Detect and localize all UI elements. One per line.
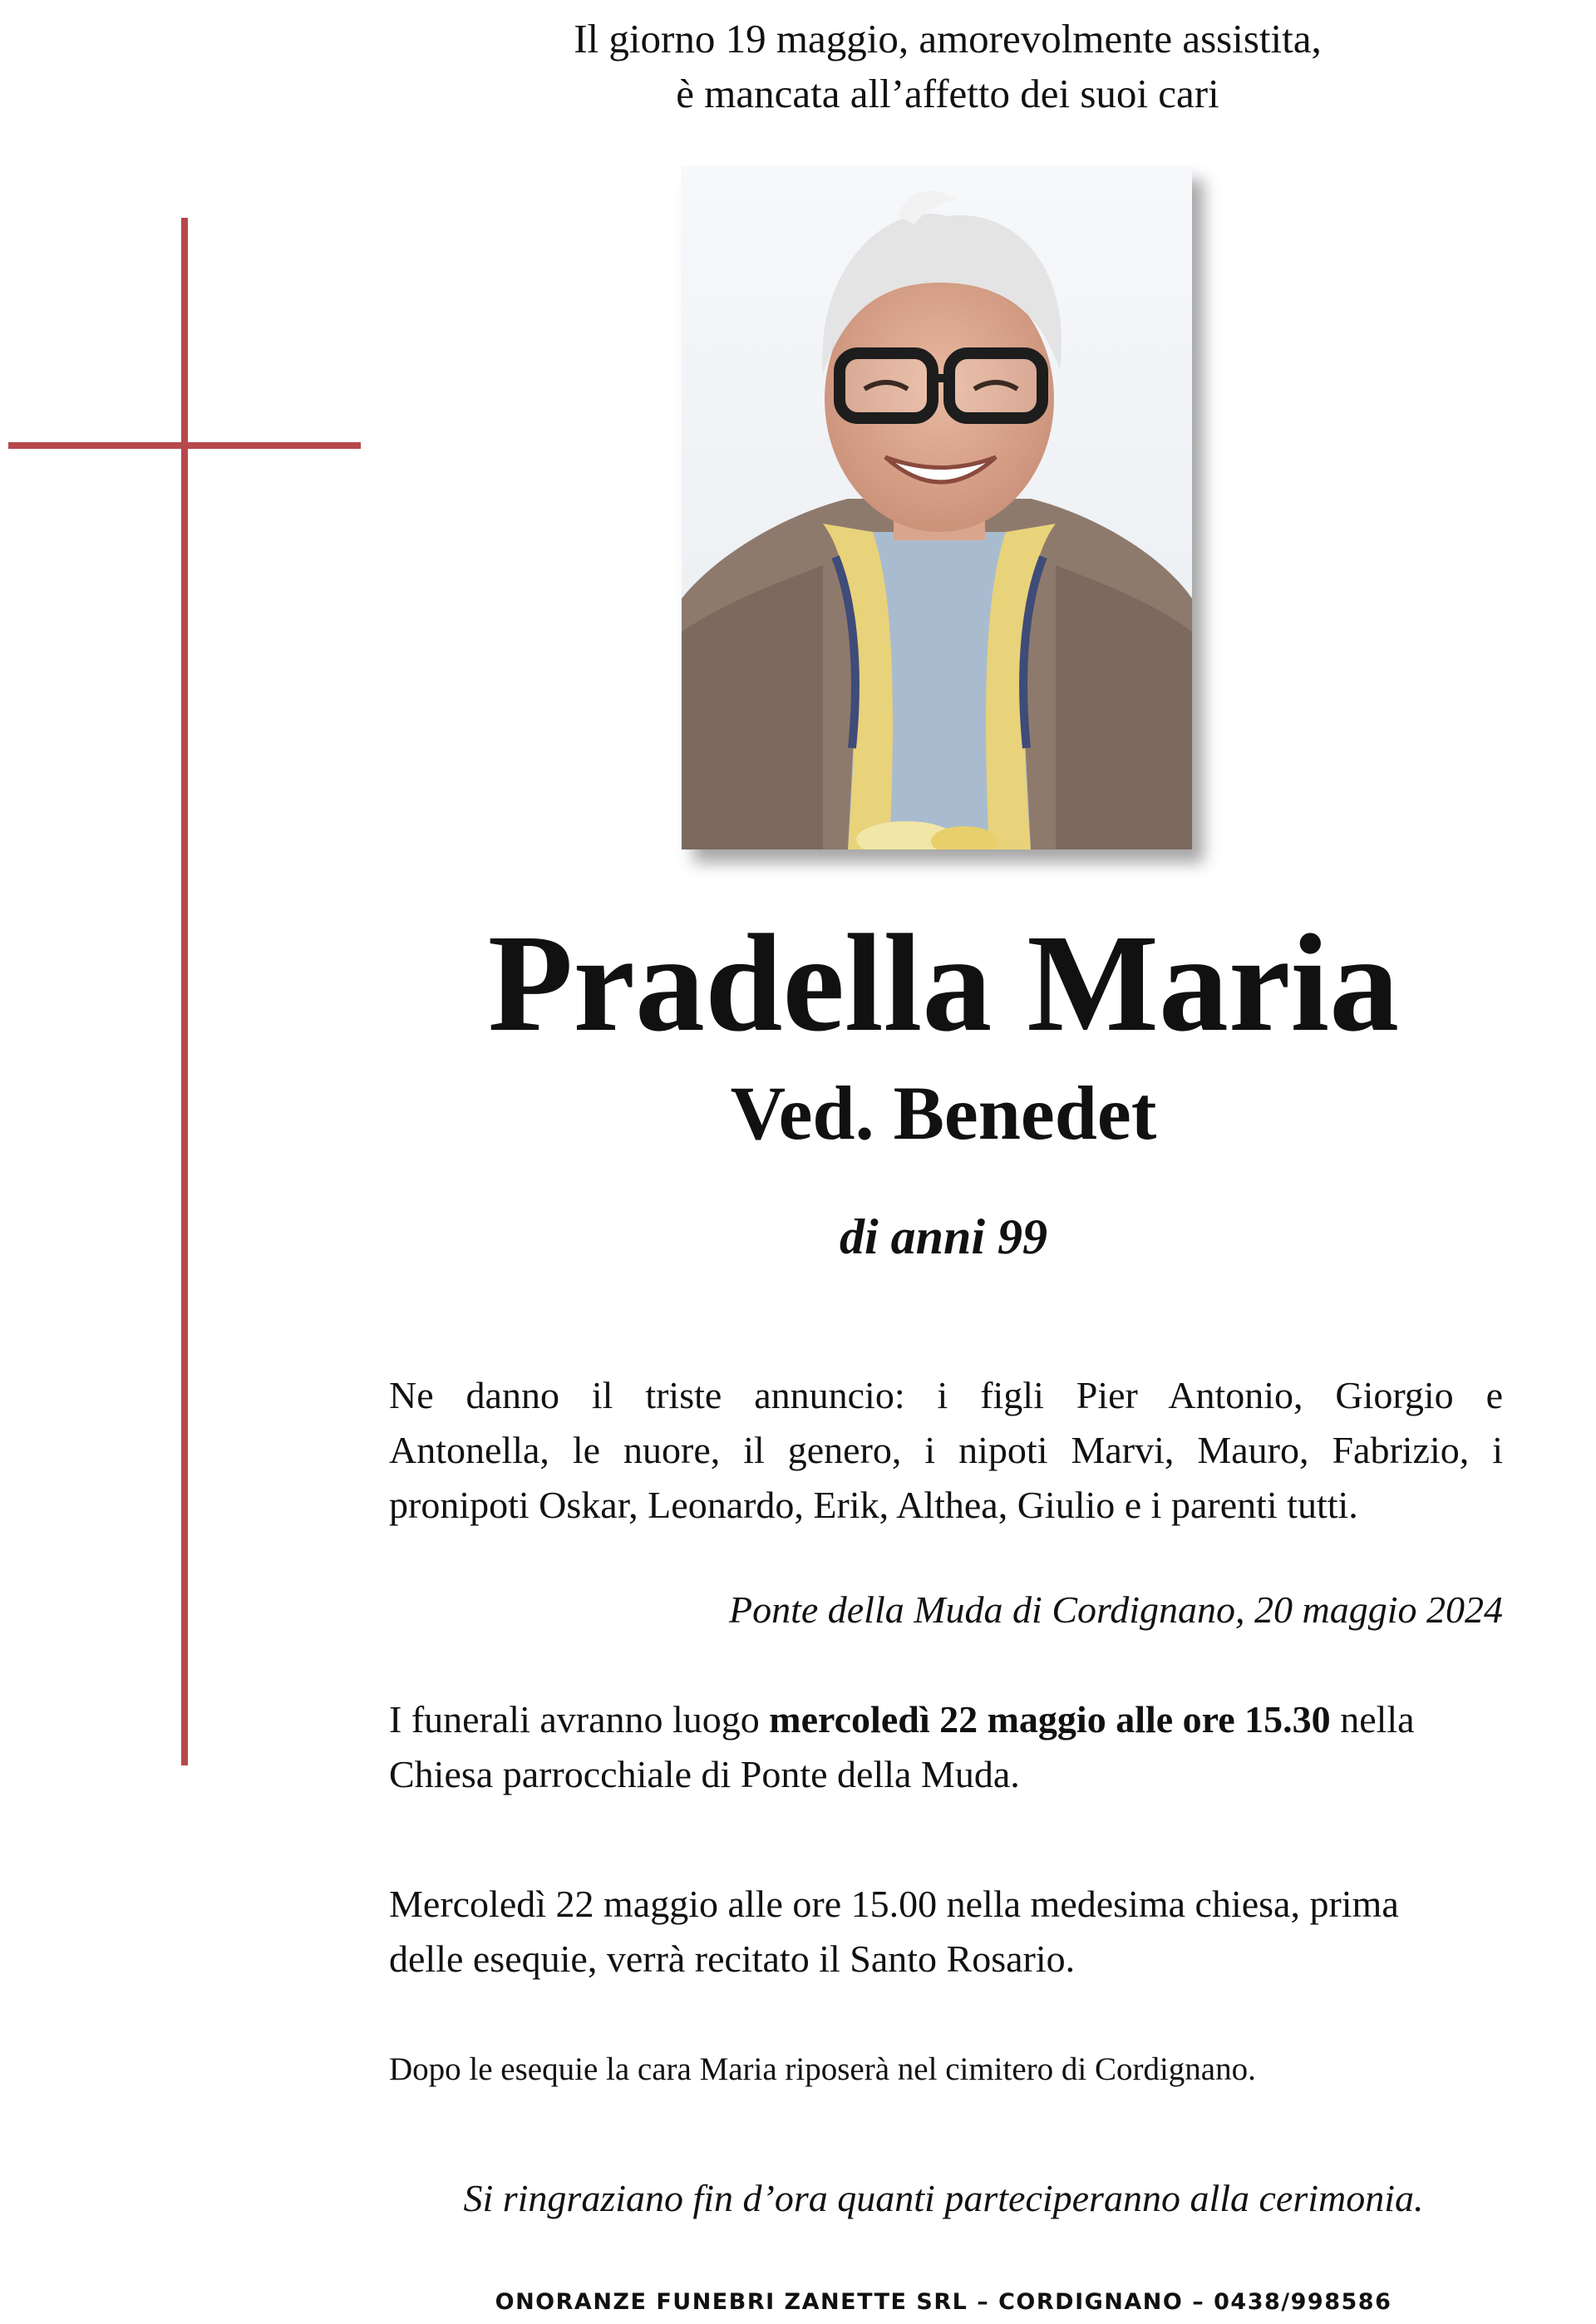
portrait-photo xyxy=(682,166,1192,849)
funeral-home-footer: ONORANZE FUNEBRI ZANETTE SRL – CORDIGNANO – 0438/998586 xyxy=(495,2289,1392,2315)
married-name: Ved. Benedet xyxy=(730,1071,1157,1155)
announcement-line-2: Antonella, le nuore, il genero, i nipoti Marvi, Mauro, Fabrizio, i xyxy=(389,1429,1503,1471)
age-text: di anni 99 xyxy=(839,1209,1048,1264)
funeral-prefix: I funerali avranno luogo xyxy=(389,1698,770,1741)
funeral-paragraph xyxy=(389,1692,1520,1802)
funeral-datetime: mercoledì 22 maggio alle ore 15.30 xyxy=(769,1698,1331,1741)
rosary-line-2: delle esequie, verrà recitato il Santo Rosario. xyxy=(389,1937,1076,1980)
announcement-line-3: pronipoti Oskar, Leonardo, Erik, Althea, Giulio e i parenti tutti. xyxy=(389,1484,1358,1526)
cross-horizontal-bar xyxy=(8,442,361,449)
thanks-text: Si ringraziano fin d’ora quanti parteciperanno alla cerimonia. xyxy=(463,2177,1424,2219)
place-date: Ponte della Muda di Cordignano, 20 maggio 2024 xyxy=(728,1588,1503,1631)
announcement-paragraph xyxy=(389,1368,1503,1533)
funeral-line-2: Chiesa parrocchiale di Ponte della Muda. xyxy=(389,1753,1020,1795)
intro-line-1: Il giorno 19 maggio, amorevolmente assistita, xyxy=(574,16,1322,62)
funeral-suffix: nella xyxy=(1330,1698,1415,1741)
funeral-line-1 xyxy=(389,1692,1520,1747)
cross-vertical-bar xyxy=(181,218,188,1765)
rosary-line-1: Mercoledì 22 maggio alle ore 15.00 nella medesima chiesa, prima xyxy=(389,1883,1399,1925)
intro-line-2: è mancata all’affetto dei suoi cari xyxy=(676,71,1219,116)
announcement-line-1: Ne danno il triste annuncio: i figli Pier Antonio, Giorgio e xyxy=(389,1374,1503,1416)
intro-text xyxy=(382,12,1513,121)
deceased-name: Pradella Maria xyxy=(487,906,1400,1061)
portrait-photo-icon xyxy=(682,166,1192,849)
burial-text: Dopo le esequie la cara Maria riposerà nel cimitero di Cordignano. xyxy=(389,2051,1256,2087)
rosary-paragraph xyxy=(389,1877,1520,1987)
